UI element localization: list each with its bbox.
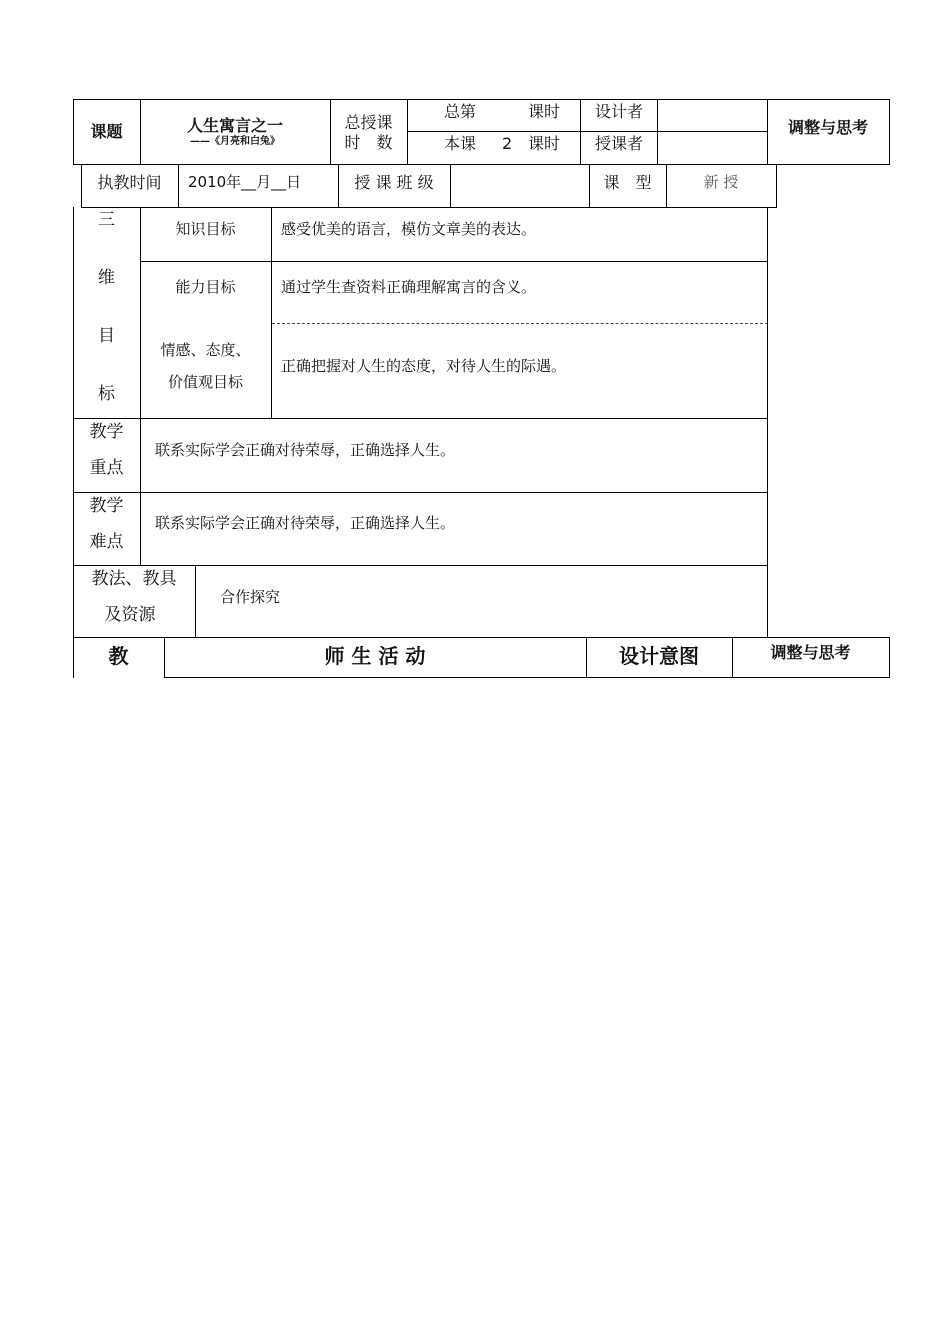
methods-value: 合作探究 (220, 588, 281, 606)
type-value: 新 授 (703, 173, 739, 191)
objectives-char-4: 标 (98, 384, 115, 404)
total-hours-label-2: 时 数 (344, 133, 393, 152)
objectives-char-1: 三 (98, 210, 115, 230)
total-prefix: 总第 (444, 102, 477, 121)
teacher-label: 授课者 (595, 134, 644, 153)
objectives-char-2: 维 (98, 268, 115, 288)
ability-goal-label: 能力目标 (175, 278, 236, 296)
topic-title: 人生寓言之一 (186, 116, 283, 135)
class-label: 授 课 班 级 (354, 173, 434, 192)
date-label: 执教时间 (97, 173, 162, 192)
this-suffix: 课时 (528, 134, 561, 153)
activity-col-design-intent: 设计意图 (619, 644, 699, 668)
topic-subtitle: ——《月亮和白兔》 (190, 136, 280, 147)
emotion-goal-label: 情感、态度、 (160, 341, 251, 359)
this-prefix: 本课 (444, 134, 477, 153)
activity-col-activities: 师 生 活 动 (324, 644, 426, 668)
key-points-label: 教学 (89, 422, 124, 442)
key-points-label-2: 重点 (89, 458, 124, 478)
key-points-value: 联系实际学会正确对待荣辱，正确选择人生。 (155, 441, 456, 459)
objectives-char-3: 目 (98, 326, 115, 346)
activity-col-adjust: 调整与思考 (770, 643, 851, 662)
this-count: 2 (502, 134, 513, 153)
type-label: 课 型 (603, 173, 652, 192)
ability-goal-value: 通过学生查资料正确理解寓言的含义。 (281, 278, 537, 296)
difficult-points-label-2: 难点 (89, 532, 124, 552)
adjust-label: 调整与思考 (787, 118, 868, 137)
total-suffix: 课时 (528, 102, 561, 121)
knowledge-goal-label: 知识目标 (175, 220, 236, 238)
methods-label-2: 及资源 (104, 605, 156, 625)
emotion-goal-value: 正确把握对人生的态度，对待人生的际遇。 (281, 357, 567, 375)
difficult-points-value: 联系实际学会正确对待荣辱，正确选择人生。 (155, 514, 456, 532)
emotion-goal-label-2: 价值观目标 (167, 373, 243, 391)
knowledge-goal-value: 感受优美的语言，模仿文章美的表达。 (281, 220, 537, 238)
difficult-points-label: 教学 (89, 496, 124, 516)
topic-label: 课题 (90, 122, 123, 141)
total-hours-label: 总授课 (344, 113, 393, 132)
activity-col-teaching: 教 (108, 644, 129, 668)
date-value: 2010年__月__日 (188, 173, 302, 191)
designer-label: 设计者 (595, 102, 644, 121)
methods-label: 教法、教具 (91, 569, 177, 589)
